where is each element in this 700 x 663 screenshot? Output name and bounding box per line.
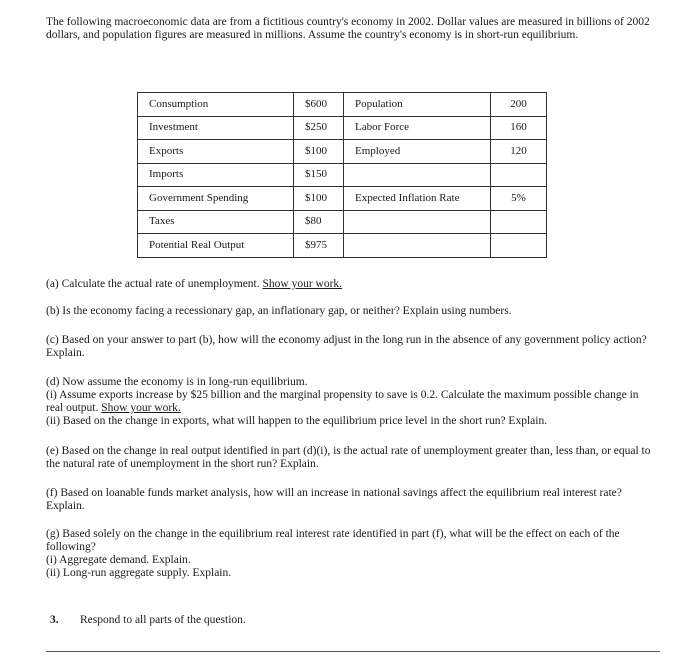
question-g [46, 528, 658, 580]
table-label-right [344, 210, 491, 234]
table-label-left: Taxes [138, 210, 294, 234]
table-label-right: Employed [344, 140, 491, 164]
table-row [138, 140, 547, 164]
table-value-left: $150 [294, 163, 344, 187]
table-label-left: Consumption [138, 93, 294, 117]
table-label-right: Population [344, 93, 491, 117]
question-number: 3. [50, 614, 59, 626]
respond-instruction: Respond to all parts of the question. [80, 614, 246, 626]
intro-paragraph: The following macroeconomic data are from a fictitious country's economy in 2002. Dollar values are measured in billions of 2002 dollars, and population figures are measured in millions. Assume the country's economy is in short-run equilibrium. [46, 16, 650, 41]
table-row [138, 116, 547, 140]
table-value-right: 160 [491, 116, 547, 140]
question-d [46, 376, 658, 428]
question-c: (c) Based on your answer to part (b), how will the economy adjust in the long run in the absence of any government policy action? Explain. [46, 334, 647, 359]
table-label-right [344, 234, 491, 258]
table-value-left: $975 [294, 234, 344, 258]
table-label-left: Exports [138, 140, 294, 164]
table-value-right [491, 210, 547, 234]
table-label-left: Investment [138, 116, 294, 140]
table-value-left: $100 [294, 187, 344, 211]
table-value-left: $600 [294, 93, 344, 117]
question-g-intro: (g) Based solely on the change in the equilibrium real interest rate identified in part (f), what will be the effect on each of the following? [46, 528, 620, 553]
table-value-left: $250 [294, 116, 344, 140]
table-value-right [491, 234, 547, 258]
table-row [138, 93, 547, 117]
table-label-left: Imports [138, 163, 294, 187]
show-work-d: Show your work. [101, 402, 181, 414]
table-label-right: Labor Force [344, 116, 491, 140]
table-value-right: 5% [491, 187, 547, 211]
question-e: (e) Based on the change in real output identified in part (d)(i), is the actual rate of unemployment greater than, less than, or equal to the natural rate of unemployment in the short run? Explain. [46, 445, 651, 470]
table-label-left: Government Spending [138, 187, 294, 211]
question-a: (a) Calculate the actual rate of unemployment. Show your work. [46, 278, 343, 290]
table-value-left: $100 [294, 140, 344, 164]
table-label-left: Potential Real Output [138, 234, 294, 258]
answer-line [46, 651, 660, 652]
question-g-ii: (ii) Long-run aggregate supply. Explain. [46, 567, 232, 579]
question-g-i: (i) Aggregate demand. Explain. [46, 554, 191, 566]
question-b: (b) Is the economy facing a recessionary gap, an inflationary gap, or neither? Explain using numbers. [46, 305, 512, 317]
table-row [138, 163, 547, 187]
table-row [138, 187, 547, 211]
economic-data-table [137, 92, 547, 258]
table-value-right: 200 [491, 93, 547, 117]
table-value-right [491, 163, 547, 187]
table-row [138, 210, 547, 234]
table-label-right [344, 163, 491, 187]
question-f: (f) Based on loanable funds market analysis, how will an increase in national savings affect the equilibrium real interest rate? Explain. [46, 487, 622, 512]
show-work-a: Show your work. [262, 278, 343, 290]
question-d-ii: (ii) Based on the change in exports, what will happen to the equilibrium price level in the short run? Explain. [46, 415, 548, 427]
question-d-intro: (d) Now assume the economy is in long-run equilibrium. [46, 376, 308, 388]
table-label-right: Expected Inflation Rate [344, 187, 491, 211]
table-value-left: $80 [294, 210, 344, 234]
table-value-right: 120 [491, 140, 547, 164]
question-d-i: (i) Assume exports increase by $25 billion and the marginal propensity to save is 0.2. Calculate the maximum possible change in real output. Show your work. [46, 389, 639, 414]
table-row [138, 234, 547, 258]
